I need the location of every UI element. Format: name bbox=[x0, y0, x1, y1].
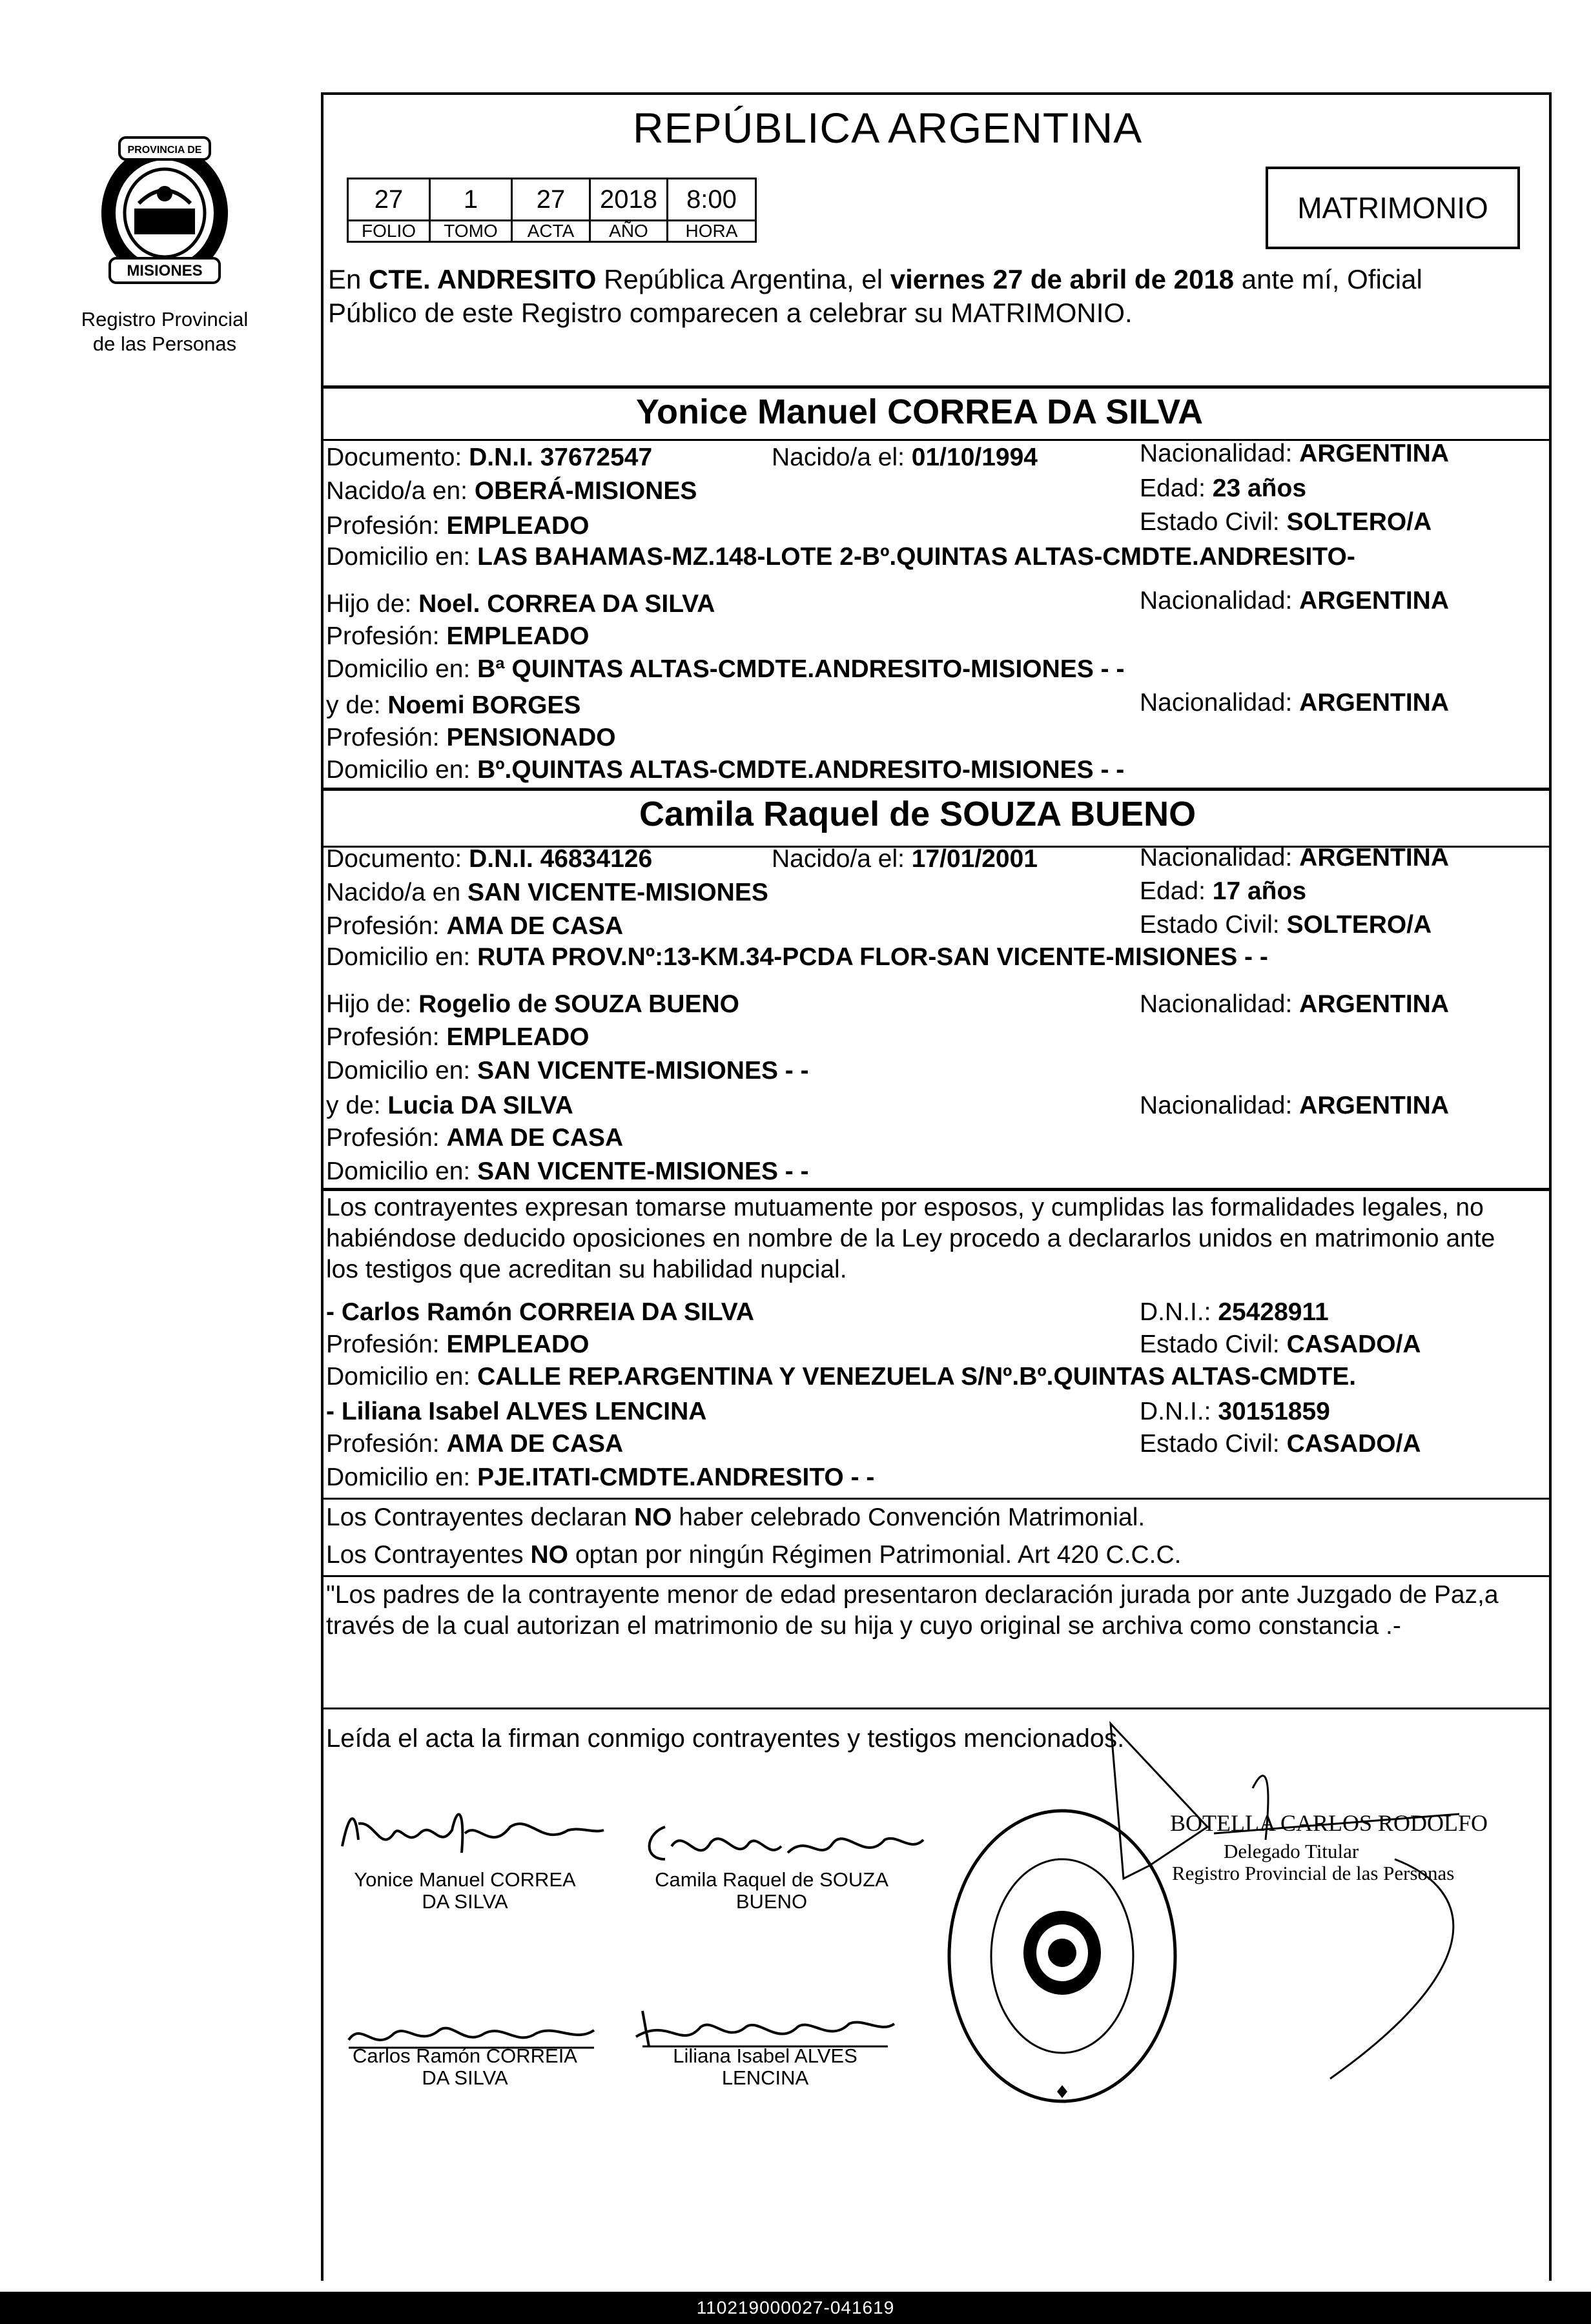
witness-1-dni: D.N.I.: 25428911 bbox=[1140, 1298, 1329, 1326]
registry-logo bbox=[71, 132, 258, 356]
hour-value: 8:00 bbox=[668, 179, 756, 221]
bride-signature bbox=[639, 1808, 930, 1875]
bride-address: Domicilio en: RUTA PROV.Nº:13-KM.34-PCDA FLOR-SAN VICENTE-MISIONES - - bbox=[326, 943, 1268, 971]
official-name: BOTELLA CARLOS RODOLFO bbox=[1170, 1810, 1488, 1836]
intro-line-2: Público de este Registro comparecen a celebrar su MATRIMONIO. bbox=[328, 298, 1133, 328]
declaration-line-2: habiéndose deducido oposiciones en nombre de la Ley procedo a declararlos unidos en matrimonio ante bbox=[326, 1225, 1495, 1252]
witness-1-civil-status: Estado Civil: CASADO/A bbox=[1140, 1330, 1421, 1358]
groom-age: Edad: 23 años bbox=[1140, 474, 1307, 502]
divider bbox=[321, 1498, 1552, 1500]
divider bbox=[321, 1707, 1552, 1709]
witness-2-dni: D.N.I.: 30151859 bbox=[1140, 1398, 1330, 1425]
witness-2-profession: Profesión: AMA DE CASA bbox=[326, 1430, 624, 1458]
groom-civil-status: Estado Civil: SOLTERO/A bbox=[1140, 508, 1432, 536]
bride-mother-nationality: Nacionalidad: ARGENTINA bbox=[1140, 1092, 1450, 1119]
groom-mother-nationality: Nacionalidad: ARGENTINA bbox=[1140, 689, 1450, 717]
witness-1-profession: Profesión: EMPLEADO bbox=[326, 1330, 590, 1358]
bride-signature-caption: Camila Raquel de SOUZA BUENO bbox=[655, 1868, 888, 1913]
groom-father-address: Domicilio en: Bª QUINTAS ALTAS-CMDTE.ANDRESITO-MISIONES - - bbox=[326, 655, 1125, 683]
divider bbox=[321, 385, 1552, 389]
witness-1-address: Domicilio en: CALLE REP.ARGENTINA Y VENEZUELA S/Nº.Bº.QUINTAS ALTAS-CMDTE. bbox=[326, 1363, 1357, 1391]
note-line-2: través de la cual autorizan el matrimonio de su hija y cuyo original se archiva como constancia .- bbox=[326, 1612, 1401, 1640]
groom-signature-caption: Yonice Manuel CORREA DA SILVA bbox=[354, 1868, 576, 1913]
document-title: REPÚBLICA ARGENTINA bbox=[633, 104, 1143, 152]
groom-document: Documento: D.N.I. 37672547 bbox=[326, 443, 653, 471]
groom-mother: y de: Noemi BORGES bbox=[326, 691, 581, 719]
svg-text:MISIONES: MISIONES bbox=[127, 262, 203, 280]
bride-mother: y de: Lucia DA SILVA bbox=[326, 1092, 573, 1119]
official-registry: Registro Provincial de las Personas bbox=[1172, 1862, 1455, 1884]
witness-1-signature-caption: Carlos Ramón CORREIA DA SILVA bbox=[353, 2044, 577, 2089]
bride-father-address: Domicilio en: SAN VICENTE-MISIONES - - bbox=[326, 1057, 809, 1085]
official-title: Delegado Titular bbox=[1224, 1840, 1359, 1862]
convention-line-2: Los Contrayentes NO optan por ningún Régimen Patrimonial. Art 420 C.C.C. bbox=[326, 1541, 1182, 1569]
witness-2-address: Domicilio en: PJE.ITATI-CMDTE.ANDRESITO - - bbox=[326, 1463, 875, 1491]
bride-mother-address: Domicilio en: SAN VICENTE-MISIONES - - bbox=[326, 1157, 809, 1185]
folio-label: FOLIO bbox=[348, 221, 430, 242]
bride-name: Camila Raquel de SOUZA BUENO bbox=[639, 795, 1196, 833]
tomo-value: 1 bbox=[430, 179, 512, 221]
bride-nationality: Nacionalidad: ARGENTINA bbox=[1140, 844, 1450, 872]
groom-address: Domicilio en: LAS BAHAMAS-MZ.148-LOTE 2-Bº.QUINTAS ALTAS-CMDTE.ANDRESITO- bbox=[326, 543, 1355, 571]
bride-father-profession: Profesión: EMPLEADO bbox=[326, 1023, 590, 1051]
groom-father: Hijo de: Noel. CORREA DA SILVA bbox=[326, 590, 715, 618]
year-value: 2018 bbox=[590, 179, 668, 221]
svg-text:PROVINCIA DE: PROVINCIA DE bbox=[127, 145, 202, 156]
witness-2-name: - Liliana Isabel ALVES LENCINA bbox=[326, 1398, 707, 1425]
divider bbox=[321, 1575, 1552, 1577]
groom-profession: Profesión: EMPLEADO bbox=[326, 512, 590, 540]
folio-value: 27 bbox=[348, 179, 430, 221]
bride-document: Documento: D.N.I. 46834126 bbox=[326, 845, 653, 873]
bride-father: Hijo de: Rogelio de SOUZA BUENO bbox=[326, 990, 739, 1018]
declaration-line-1: Los contrayentes expresan tomarse mutuamente por esposos, y cumplidas las formalidades legales, no bbox=[326, 1194, 1484, 1221]
groom-name: Yonice Manuel CORREA DA SILVA bbox=[636, 392, 1204, 431]
groom-birthplace: Nacido/a en: OBERÁ-MISIONES bbox=[326, 477, 697, 505]
groom-signature bbox=[336, 1795, 607, 1869]
year-label: AÑO bbox=[590, 221, 668, 242]
hour-label: HORA bbox=[668, 221, 756, 242]
bride-mother-profession: Profesión: AMA DE CASA bbox=[326, 1124, 624, 1152]
logo-caption: Registro Provincial de las Personas bbox=[81, 308, 249, 355]
intro-line-1: En CTE. ANDRESITO República Argentina, el viernes 27 de abril de 2018 ante mí, Oficial bbox=[328, 264, 1422, 294]
bride-birthplace: Nacido/a en SAN VICENTE-MISIONES bbox=[326, 879, 768, 906]
convention-line-1: Los Contrayentes declaran NO haber celebrado Convención Matrimonial. bbox=[326, 1503, 1145, 1531]
groom-father-profession: Profesión: EMPLEADO bbox=[326, 622, 590, 650]
witness-2-civil-status: Estado Civil: CASADO/A bbox=[1140, 1430, 1421, 1458]
bride-age: Edad: 17 años bbox=[1140, 877, 1307, 905]
acta-reference-table bbox=[347, 178, 757, 243]
divider bbox=[321, 1188, 1552, 1191]
closing-statement: Leída el acta la firman conmigo contrayentes y testigos mencionados. bbox=[326, 1724, 1125, 1753]
bride-civil-status: Estado Civil: SOLTERO/A bbox=[1140, 911, 1432, 939]
groom-mother-profession: Profesión: PENSIONADO bbox=[326, 724, 616, 751]
record-type-box: MATRIMONIO bbox=[1266, 167, 1520, 249]
groom-birthdate: Nacido/a el: 01/10/1994 bbox=[772, 443, 1038, 471]
acta-label: ACTA bbox=[512, 221, 590, 242]
note-line-1: "Los padres de la contrayente menor de edad presentaron declaración jurada por ante Juzgado de Paz,a bbox=[326, 1581, 1499, 1609]
divider bbox=[321, 788, 1552, 791]
witness-2-signature-caption: Liliana Isabel ALVES LENCINA bbox=[673, 2044, 857, 2089]
official-signature bbox=[1098, 1711, 1485, 2095]
groom-mother-address: Domicilio en: Bº.QUINTAS ALTAS-CMDTE.ANDRESITO-MISIONES - - bbox=[326, 756, 1125, 784]
province-seal-icon bbox=[84, 132, 245, 300]
bride-father-nationality: Nacionalidad: ARGENTINA bbox=[1140, 990, 1450, 1018]
document-code: 110219000027-041619 bbox=[0, 2292, 1591, 2324]
witness-1-name: - Carlos Ramón CORREIA DA SILVA bbox=[326, 1298, 755, 1326]
bride-birthdate: Nacido/a el: 17/01/2001 bbox=[772, 845, 1038, 873]
bride-profession: Profesión: AMA DE CASA bbox=[326, 912, 624, 940]
tomo-label: TOMO bbox=[430, 221, 512, 242]
groom-father-nationality: Nacionalidad: ARGENTINA bbox=[1140, 587, 1450, 615]
declaration-line-3: los testigos que acreditan su habilidad nupcial. bbox=[326, 1256, 847, 1283]
acta-value: 27 bbox=[512, 179, 590, 221]
groom-nationality: Nacionalidad: ARGENTINA bbox=[1140, 440, 1450, 467]
